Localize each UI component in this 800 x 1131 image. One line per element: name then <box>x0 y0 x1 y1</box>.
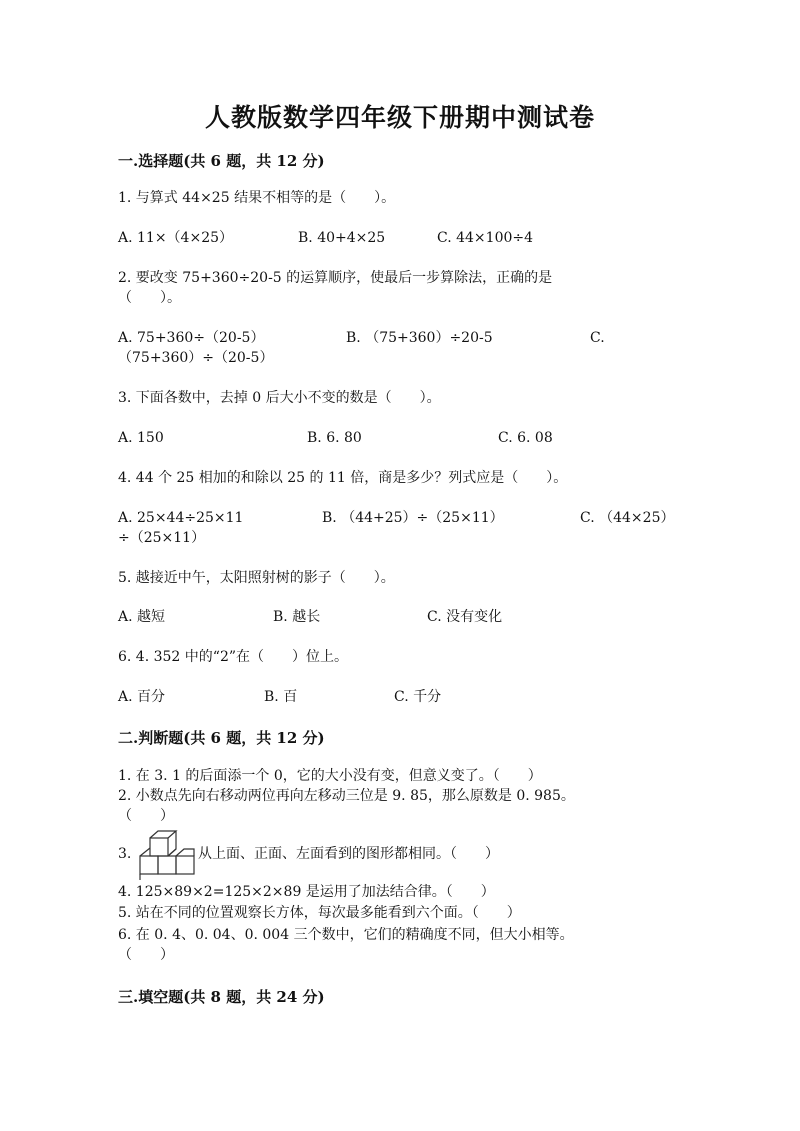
judge-5: 5. 站在不同的位置观察长方体，每次最多能看到六个面。（ ） <box>118 905 521 921</box>
question-1-stem: 1. 与算式 44×25 结果不相等的是（ ）。 <box>118 190 396 206</box>
question-5-stem: 5. 越接近中午，太阳照射树的影子（ ）。 <box>118 570 395 586</box>
question-3-stem: 3. 下面各数中，去掉 0 后大小不变的数是（ ）。 <box>118 390 441 406</box>
question-2-stem: 2. 要改变 75+360÷20-5 的运算顺序，使最后一步算除法，正确的是 <box>118 270 553 286</box>
section-heading-judge: 二.判断题(共 6 题，共 12 分) <box>118 729 325 747</box>
section-heading-fill: 三.填空题(共 8 题，共 24 分) <box>118 988 325 1006</box>
question-5-option-b: B. 越长 <box>273 609 321 625</box>
question-4-option-a: A. 25×44÷25×11 <box>118 510 244 526</box>
question-4-stem: 4. 44 个 25 相加的和除以 25 的 11 倍，商是多少？列式应是（ ）。 <box>118 470 568 486</box>
question-1-option-b: B. 40+4×25 <box>298 230 386 246</box>
judge-6-continued: （ ） <box>118 947 174 963</box>
question-6-option-a: A. 百分 <box>118 689 166 705</box>
question-1-option-a: A. 11×（4×25） <box>118 230 234 246</box>
judge-4: 4. 125×89×2=125×2×89 是运用了加法结合律。（ ） <box>118 884 495 900</box>
question-4-option-b: B. （44+25）÷（25×11） <box>322 510 504 526</box>
question-5-option-a: A. 越短 <box>118 609 166 625</box>
question-3-option-b: B. 6. 80 <box>307 430 362 446</box>
question-4-option-c: C. （44×25） <box>580 510 675 526</box>
question-2-option-c-continued: （75+360）÷（20-5） <box>118 350 274 366</box>
question-6-option-b: B. 百 <box>264 689 298 705</box>
question-2-option-a: A. 75+360÷（20-5） <box>118 330 265 346</box>
section-heading-choice: 一.选择题(共 6 题，共 12 分) <box>118 152 325 170</box>
question-4-option-c-continued: ÷（25×11） <box>118 530 206 546</box>
judge-2: 2. 小数点先向右移动两位再向左移动三位是 9. 85，那么原数是 0. 985。 <box>118 788 575 804</box>
question-2-stem-continued: （ ）。 <box>118 290 181 306</box>
judge-2-continued: （ ） <box>118 808 174 824</box>
judge-1: 1. 在 3. 1 的后面添一个 0，它的大小没有变，但意义变了。（ ） <box>118 768 542 784</box>
judge-6: 6. 在 0. 4、0. 04、0. 004 三个数中，它们的精确度不同，但大小相等。 <box>118 927 574 943</box>
question-2-option-b: B. （75+360）÷20-5 <box>346 330 493 346</box>
cube-stack-figure <box>138 830 196 882</box>
question-6-option-c: C. 千分 <box>394 689 442 705</box>
page-title: 人教版数学四年级下册期中测试卷 <box>204 103 595 132</box>
question-5-option-c: C. 没有变化 <box>427 609 503 625</box>
question-2-option-c: C. <box>590 330 605 346</box>
question-6-stem: 6. 4. 352 中的“2”在（ ）位上。 <box>118 649 349 665</box>
question-3-option-a: A. 150 <box>118 430 164 446</box>
judge-3-number: 3. <box>118 846 132 862</box>
judge-3: 从上面、正面、左面看到的图形都相同。（ ） <box>198 846 499 862</box>
question-1-option-c: C. 44×100÷4 <box>437 230 534 246</box>
question-3-option-c: C. 6. 08 <box>498 430 553 446</box>
